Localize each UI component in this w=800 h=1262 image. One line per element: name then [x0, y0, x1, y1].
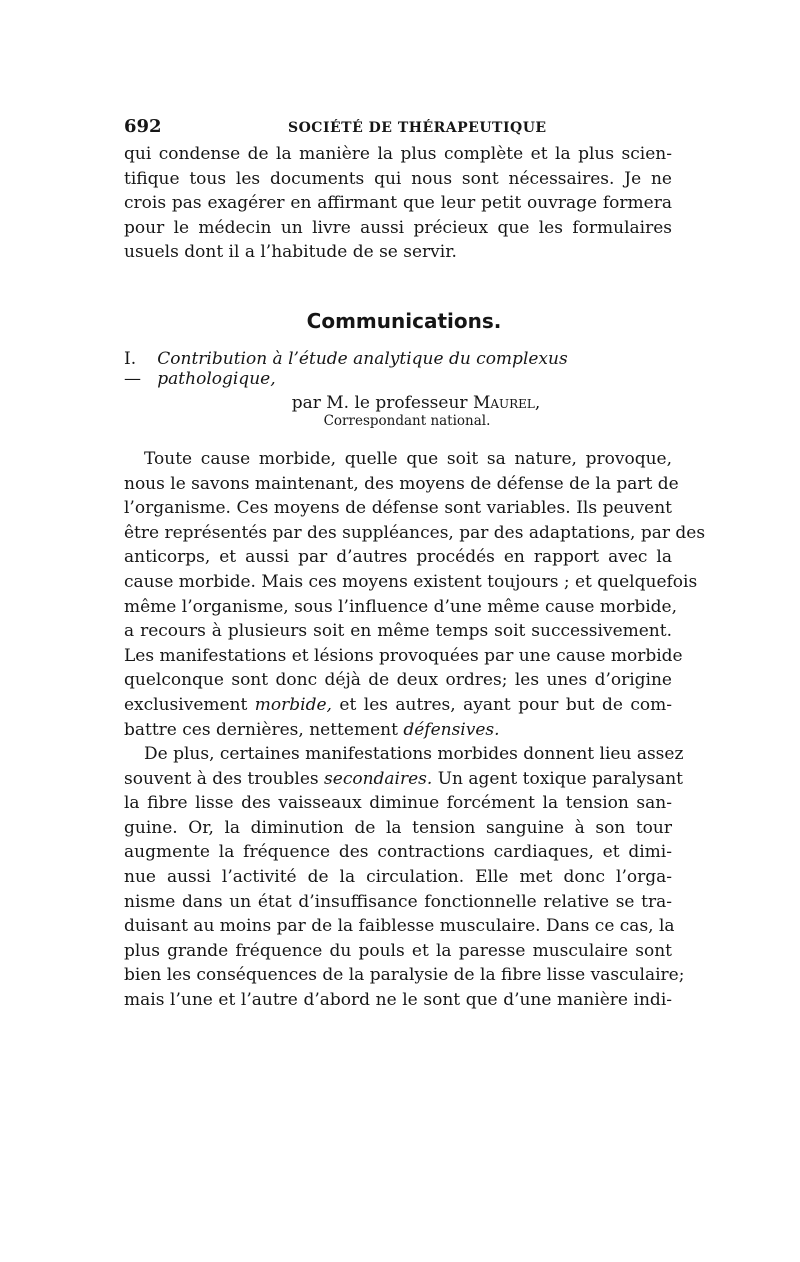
- text-line: même l’organisme, sous l’influence d’une même cause morbide,: [124, 596, 677, 617]
- text-line: [124, 718, 672, 743]
- italic-run: défensives.: [403, 719, 500, 740]
- article-title: [124, 349, 672, 389]
- text-line: augmente la fréquence des contractions cardiaques, et dimi-: [124, 842, 672, 863]
- text-line: crois pas exagérer en affirmant que leur petit ouvrage formera: [124, 193, 672, 214]
- article-number: I. —: [124, 348, 141, 389]
- text-run: souvent à des troubles: [124, 768, 319, 789]
- italic-run: secondaires.: [324, 768, 433, 789]
- text-line: cause morbide. Mais ces moyens existent toujours ; et quelquefois: [124, 571, 698, 592]
- byline: [160, 393, 672, 413]
- text-line: pour le médecin un livre aussi précieux que les formulaires: [124, 217, 672, 238]
- text-run: et les autres, ayant pour but de com-: [339, 694, 672, 715]
- byline-prefix: par M. le professeur: [291, 392, 468, 413]
- text-line: la fibre lisse des vaisseaux diminue forcément la tension san-: [124, 793, 672, 814]
- italic-run: morbide,: [254, 694, 332, 715]
- text-line: bien les conséquences de la paralysie de la fibre lisse vasculaire;: [124, 965, 685, 986]
- running-title: SOCIÉTÉ DE THÉRAPEUTIQUE: [288, 120, 547, 136]
- text-run: Un agent toxique paralysant: [437, 768, 683, 789]
- paragraph-2: [124, 742, 685, 1013]
- text-line: plus grande fréquence du pouls et la paresse musculaire sont: [124, 940, 672, 961]
- text-line: a recours à plusieurs soit en même temps soit successivement.: [124, 621, 672, 642]
- text-line: Les manifestations et lésions provoquées par une cause morbide: [124, 645, 683, 666]
- text-line: nisme dans un état d’insuffisance fonctionnelle relative se tra-: [124, 891, 672, 912]
- text-run: battre ces dernières, nettement: [124, 719, 398, 740]
- text-line: quelconque sont donc déjà de deux ordres; les unes d’origine: [124, 670, 672, 691]
- text-line: Toute cause morbide, quelle que soit sa nature, provoque,: [144, 448, 672, 469]
- section-heading: Communications.: [306, 308, 502, 333]
- text-line: qui condense de la manière la plus complète et la plus scien-: [124, 144, 672, 164]
- paragraph-1: [124, 447, 706, 742]
- text-line: duisant au moins par de la faiblesse musculaire. Dans ce cas, la: [124, 916, 675, 937]
- affiliation: Correspondant national.: [323, 412, 491, 429]
- text-line: mais l’une et l’autre d’abord ne le sont que d’une manière indi-: [124, 990, 672, 1011]
- intro-paragraph: [124, 142, 672, 265]
- text-line: être représentés par des suppléances, par des adaptations, par des: [124, 522, 706, 543]
- text-line: guine. Or, la diminution de la tension sanguine à son tour: [124, 817, 672, 838]
- author-name: Maurel,: [472, 392, 541, 413]
- text-line: De plus, certaines manifestations morbides donnent lieu assez: [144, 744, 684, 765]
- text-line: [124, 767, 683, 792]
- text-line: anticorps, et aussi par d’autres procédés en rapport avec la: [124, 547, 672, 568]
- article-title-text: Contribution à l’étude analytique du complexus pathologique,: [157, 348, 568, 389]
- page-number: 692: [124, 116, 162, 137]
- text-line: nue aussi l’activité de la circulation. Elle met donc l’orga-: [124, 867, 672, 888]
- text-line: usuels dont il a l’habitude de se servir.: [124, 242, 457, 263]
- document-page: [124, 112, 706, 1013]
- running-head: [124, 112, 672, 142]
- text-line: l’organisme. Ces moyens de défense sont variables. Ils peuvent: [124, 498, 672, 519]
- text-line: [124, 693, 672, 718]
- text-line: tifique tous les documents qui nous sont nécessaires. Je ne: [124, 168, 672, 189]
- text-line: nous le savons maintenant, des moyens de défense de la part de: [124, 473, 679, 494]
- text-run: exclusivement: [124, 694, 248, 715]
